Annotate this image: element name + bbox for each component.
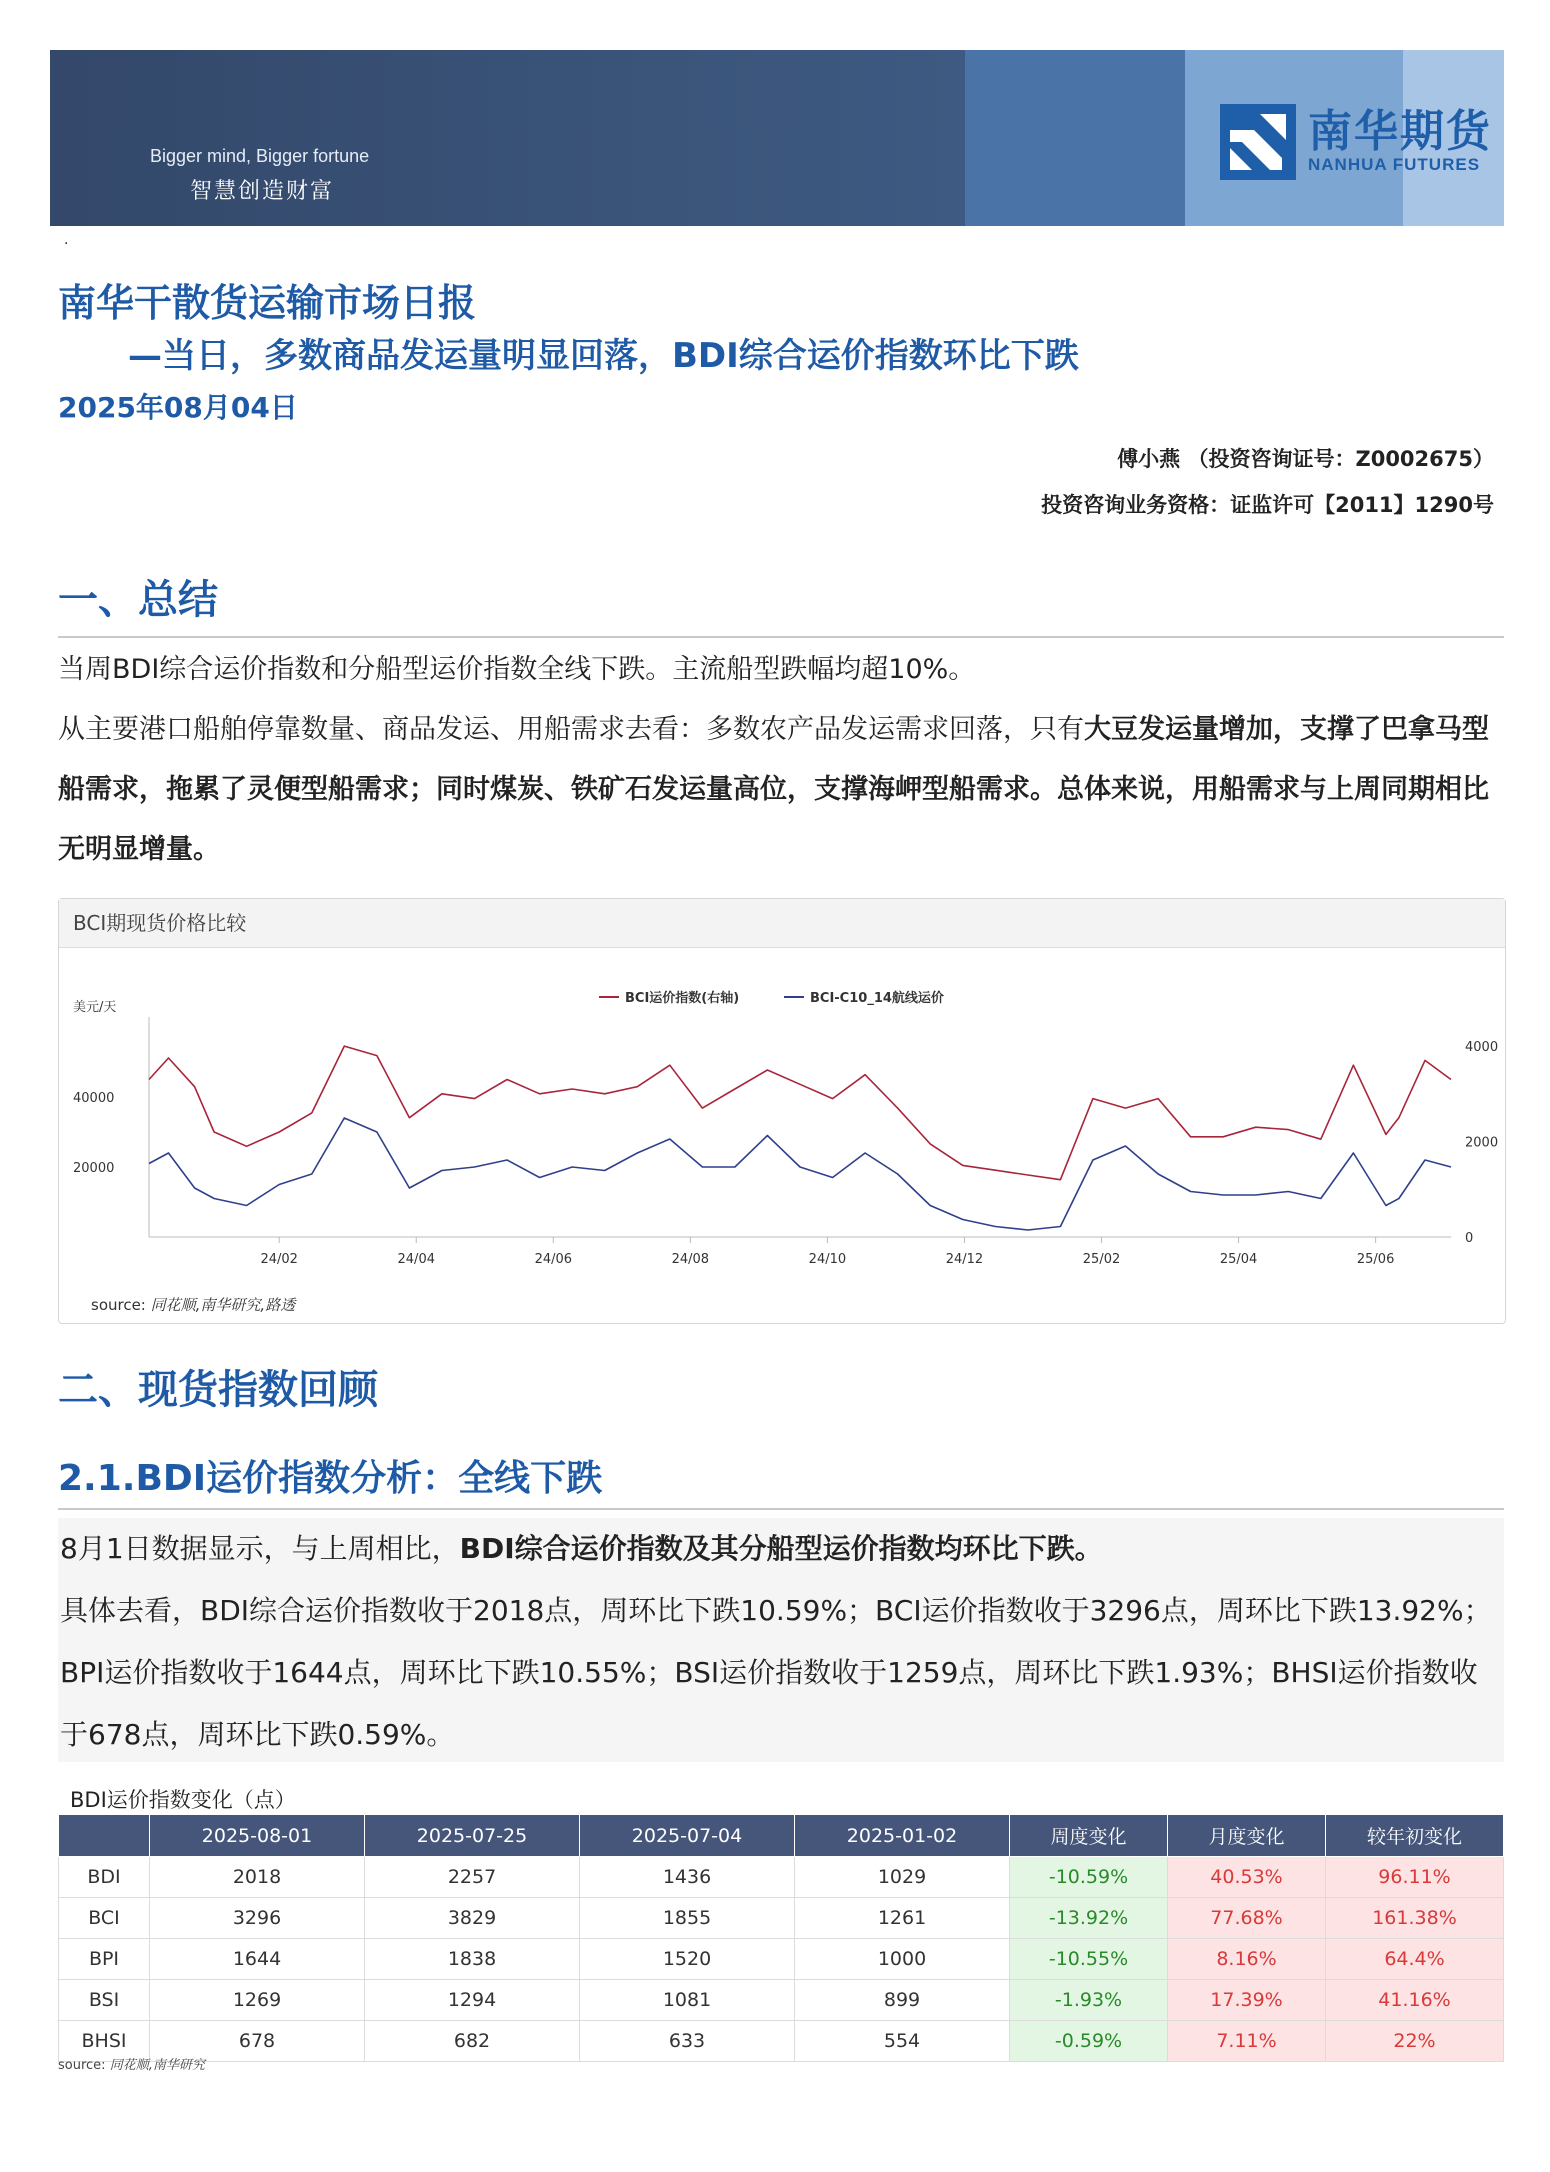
table-cell: BCI xyxy=(59,1898,150,1939)
table-cell-ytd-change: 96.11% xyxy=(1326,1857,1504,1898)
table-cell: 1838 xyxy=(365,1939,580,1980)
table-cell: 682 xyxy=(365,2021,580,2062)
report-title: 南华干散货运输市场日报 xyxy=(58,281,477,325)
section-rule xyxy=(58,636,1504,638)
summary-paragraph-2 xyxy=(58,700,1504,880)
table-title: BDI运价指数变化（点） xyxy=(70,1788,296,1812)
chart-x-tick-label: 24/10 xyxy=(808,1252,847,1267)
slogan-chinese: 智慧创造财富 xyxy=(190,179,335,204)
table-header-row xyxy=(59,1815,1504,1857)
table-cell-monthly-change: 40.53% xyxy=(1168,1857,1326,1898)
table-cell-weekly-change: -0.59% xyxy=(1010,2021,1168,2062)
table-cell: BPI xyxy=(59,1939,150,1980)
separator-dot: . xyxy=(64,232,69,248)
chart-source xyxy=(91,1294,295,1315)
report-date: 2025年08月04日 xyxy=(58,391,298,424)
table-cell-monthly-change: 77.68% xyxy=(1168,1898,1326,1939)
table-source xyxy=(58,2054,205,2073)
table-cell: 2257 xyxy=(365,1857,580,1898)
chart-legend-label: BCI运价指数(右轴) xyxy=(625,991,740,1006)
table-header-cell: 2025-01-02 xyxy=(795,1815,1010,1857)
bdi-paragraph-1-bold: BDI综合运价指数及其分船型运价指数均环比下跌。 xyxy=(459,1532,1103,1565)
chart-y-axis-label: 美元/天 xyxy=(73,1000,117,1015)
bdi-analysis-block xyxy=(58,1518,1504,1762)
table-header-cell: 较年初变化 xyxy=(1326,1815,1504,1857)
banner-panel-dark xyxy=(50,50,965,226)
subsection-rule xyxy=(58,1508,1504,1510)
table-cell: 1436 xyxy=(580,1857,795,1898)
table-row xyxy=(59,1939,1504,1980)
table-source-text: 同花顺,南华研究 xyxy=(109,2058,205,2073)
table-cell: 633 xyxy=(580,2021,795,2062)
table-cell: 1029 xyxy=(795,1857,1010,1898)
table-header-cell: 2025-07-25 xyxy=(365,1815,580,1857)
table-cell: 899 xyxy=(795,1980,1010,2021)
table-cell-ytd-change: 161.38% xyxy=(1326,1898,1504,1939)
table-cell-ytd-change: 41.16% xyxy=(1326,1980,1504,2021)
table-cell: BSI xyxy=(59,1980,150,2021)
chart-x-tick-label: 24/12 xyxy=(945,1252,984,1267)
table-cell: 1081 xyxy=(580,1980,795,2021)
section-heading-spot-review: 二、现货指数回顾 xyxy=(58,1367,378,1413)
logo-text-chinese: 南华期货 xyxy=(1308,106,1492,157)
table-cell-weekly-change: -1.93% xyxy=(1010,1980,1168,2021)
bdi-paragraph-2: 具体去看，BDI综合运价指数收于2018点，周环比下跌10.59%；BCI运价指数收于3296点，周环比下跌13.92%；BPI运价指数收于1644点，周环比下跌10.55%；BSI运价指数收于1259点，周环比下跌1.93%；BHSI运价指数收于678点，周环比下跌0.59%。 xyxy=(60,1594,1492,1751)
summary-paragraph-2-bold: 大豆发运量增加，支撑了巴拿马型船需求，拖累了灵便型船需求；同时煤炭、铁矿石发运量高位，支撑海岬型船需求。总体来说，用船需求与上周同期相比无明显增量。 xyxy=(58,714,1489,865)
table-cell: 2018 xyxy=(150,1857,365,1898)
chart-x-tick-label: 24/06 xyxy=(534,1252,573,1267)
table-cell: 1269 xyxy=(150,1980,365,2021)
table-cell: 1294 xyxy=(365,1980,580,2021)
bdi-paragraph-1 xyxy=(58,1518,1504,1580)
table-header-cell: 2025-08-01 xyxy=(150,1815,365,1857)
bdi-paragraph-1-plain: 8月1日数据显示，与上周相比， xyxy=(60,1532,460,1565)
chart-x-tick-label: 25/04 xyxy=(1219,1252,1258,1267)
table-cell: 1855 xyxy=(580,1898,795,1939)
table-cell: 554 xyxy=(795,2021,1010,2062)
table-row xyxy=(59,1898,1504,1939)
slogan-english: Bigger mind, Bigger fortune xyxy=(150,146,370,166)
chart-x-tick-label: 25/02 xyxy=(1082,1252,1121,1267)
table-cell: BDI xyxy=(59,1857,150,1898)
table-cell: 678 xyxy=(150,2021,365,2062)
table-cell: 1000 xyxy=(795,1939,1010,1980)
license-line: 投资咨询业务资格：证监许可【2011】1290号 xyxy=(1041,493,1494,517)
table-cell: 1261 xyxy=(795,1898,1010,1939)
summary-paragraph-2-plain: 从主要港口船舶停靠数量、商品发运、用船需求去看：多数农产品发运需求回落，只有 xyxy=(58,714,1084,745)
table-cell: BHSI xyxy=(59,2021,150,2062)
chart-x-tick-label: 24/08 xyxy=(671,1252,710,1267)
chart-x-tick-label: 24/04 xyxy=(397,1252,435,1267)
chart-y-left-tick-label: 40000 xyxy=(73,1091,115,1106)
table-cell-weekly-change: -10.59% xyxy=(1010,1857,1168,1898)
chart-y-right-tick-label: 0 xyxy=(1465,1231,1474,1246)
table-cell-weekly-change: -10.55% xyxy=(1010,1939,1168,1980)
company-logo xyxy=(1220,104,1492,180)
section-heading-summary: 一、总结 xyxy=(58,577,218,623)
banner-panel-mid xyxy=(965,50,1185,226)
nanhua-logo-icon xyxy=(1220,104,1296,180)
table-row xyxy=(59,1980,1504,2021)
table-cell: 3829 xyxy=(365,1898,580,1939)
table-header-cell: 月度变化 xyxy=(1168,1815,1326,1857)
table-row xyxy=(59,1857,1504,1898)
bdi-index-table xyxy=(58,1814,1504,2062)
table-cell: 1644 xyxy=(150,1939,365,1980)
report-subtitle: —当日，多数商品发运量明显回落，BDI综合运价指数环比下跌 xyxy=(128,336,1079,376)
chart-series-line-bci-index xyxy=(149,1046,1451,1180)
chart-x-tick-label: 24/02 xyxy=(260,1252,298,1267)
subsection-heading-bdi: 2.1.BDI运价指数分析：全线下跌 xyxy=(58,1458,603,1499)
bci-line-chart xyxy=(59,947,1505,1287)
chart-x-tick-label: 25/06 xyxy=(1356,1252,1395,1267)
chart-source-text: 同花顺,南华研究,路透 xyxy=(150,1296,296,1314)
chart-source-label: source: xyxy=(91,1296,146,1314)
chart-y-right-tick-label: 2000 xyxy=(1465,1135,1499,1151)
table-source-label: source: xyxy=(58,2058,106,2073)
table-cell-monthly-change: 8.16% xyxy=(1168,1939,1326,1980)
summary-paragraph-1: 当周BDI综合运价指数和分船型运价指数全线下跌。主流船型跌幅均超10%。 xyxy=(58,654,976,685)
bci-chart-card xyxy=(58,898,1506,1324)
table-cell-monthly-change: 7.11% xyxy=(1168,2021,1326,2062)
table-cell: 1520 xyxy=(580,1939,795,1980)
table-row xyxy=(59,2021,1504,2062)
table-header-cell: 2025-07-04 xyxy=(580,1815,795,1857)
chart-y-right-tick-label: 4000 xyxy=(1465,1040,1499,1056)
table-header-cell: 周度变化 xyxy=(1010,1815,1168,1857)
author-line: 傅小燕 （投资咨询证号：Z0002675） xyxy=(1117,447,1494,471)
table-header-cell xyxy=(59,1815,150,1857)
chart-card-title: BCI期现货价格比较 xyxy=(59,899,1505,948)
table-cell-weekly-change: -13.92% xyxy=(1010,1898,1168,1939)
table-cell-ytd-change: 64.4% xyxy=(1326,1939,1504,1980)
table-cell-ytd-change: 22% xyxy=(1326,2021,1504,2062)
chart-y-left-tick-label: 20000 xyxy=(73,1161,115,1176)
chart-legend-label: BCI-C10_14航线运价 xyxy=(810,991,944,1006)
table-cell-monthly-change: 17.39% xyxy=(1168,1980,1326,2021)
logo-text-english: NANHUA FUTURES xyxy=(1308,155,1481,174)
chart-series-line-c10-14-route xyxy=(149,1118,1451,1230)
table-cell: 3296 xyxy=(150,1898,365,1939)
